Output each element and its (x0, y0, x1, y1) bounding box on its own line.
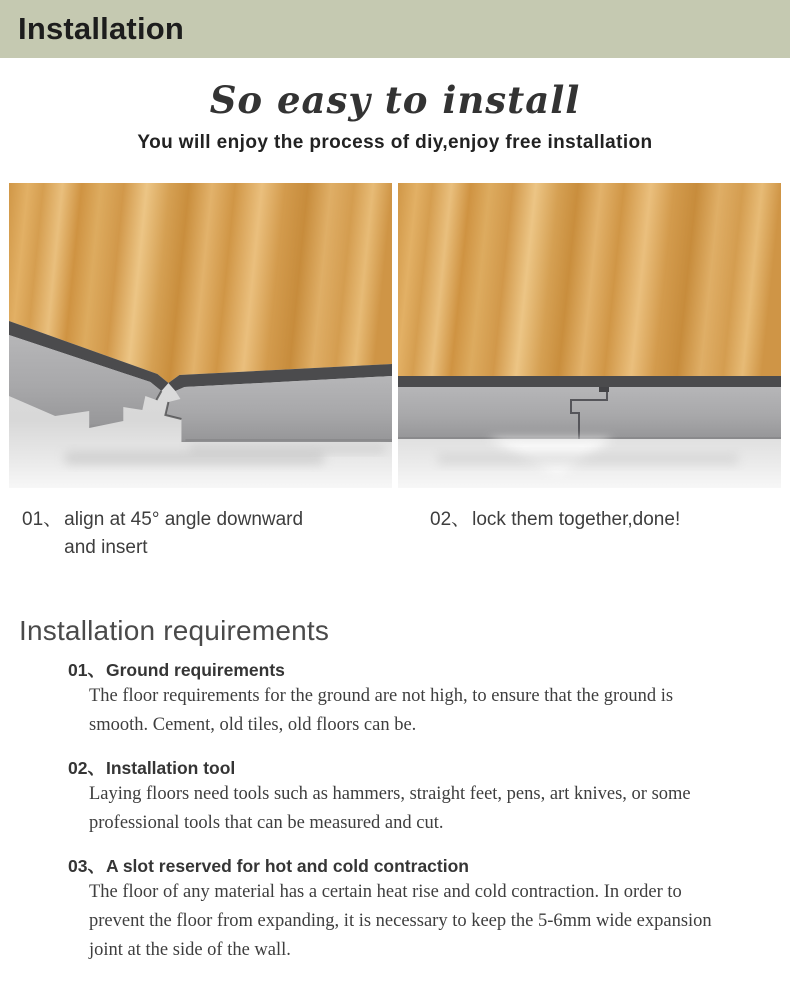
requirement-title-text: Ground requirements (105, 660, 285, 680)
requirement-body: The floor of any material has a certain heat rise and cold contraction. In order to prevent the floor from expanding, it is necessary to keep the 5-6mm wide expansion joint at the side of the wall. (89, 882, 712, 960)
step-captions (0, 506, 790, 562)
requirements-list (68, 658, 790, 965)
requirement-body: The floor requirements for the ground are not high, to ensure that the ground is smooth. Cement, old tiles, old floors can be. (89, 686, 674, 735)
requirement-number: 03、 (68, 856, 105, 876)
requirement-title (68, 854, 790, 878)
hero-subtitle: You will enjoy the process of diy,enjoy free installation (137, 132, 653, 153)
requirement-title-text: Installation tool (105, 758, 236, 778)
requirement-item-1 (68, 658, 790, 740)
step-caption-2 (430, 506, 680, 562)
step-caption-text: align at 45° angle downward and insert (64, 509, 304, 558)
step-number: 02、 (430, 509, 471, 530)
requirement-title-text: A slot reserved for hot and cold contraction (105, 856, 469, 876)
requirement-title (68, 756, 790, 780)
requirement-title (68, 658, 790, 682)
requirements-heading: Installation requirements (19, 615, 330, 646)
banner-title: Installation (18, 11, 185, 46)
step-caption-1 (22, 506, 390, 562)
requirement-body: Laying floors need tools such as hammers, straight feet, pens, art knives, or some professional tools that can be measured and cut. (89, 784, 691, 833)
requirement-item-3 (68, 854, 790, 965)
step-caption-text: lock them together,done! (472, 509, 681, 530)
requirement-number: 02、 (68, 758, 105, 778)
step-number: 01、 (22, 509, 63, 530)
hero-title: So easy to install (209, 78, 581, 122)
requirement-item-2 (68, 756, 790, 838)
step-figures (0, 183, 790, 488)
plank-insert-angle-illustration (9, 183, 392, 488)
section-banner (0, 0, 790, 58)
planks-locked-illustration (398, 183, 781, 488)
requirement-number: 01、 (68, 660, 105, 680)
